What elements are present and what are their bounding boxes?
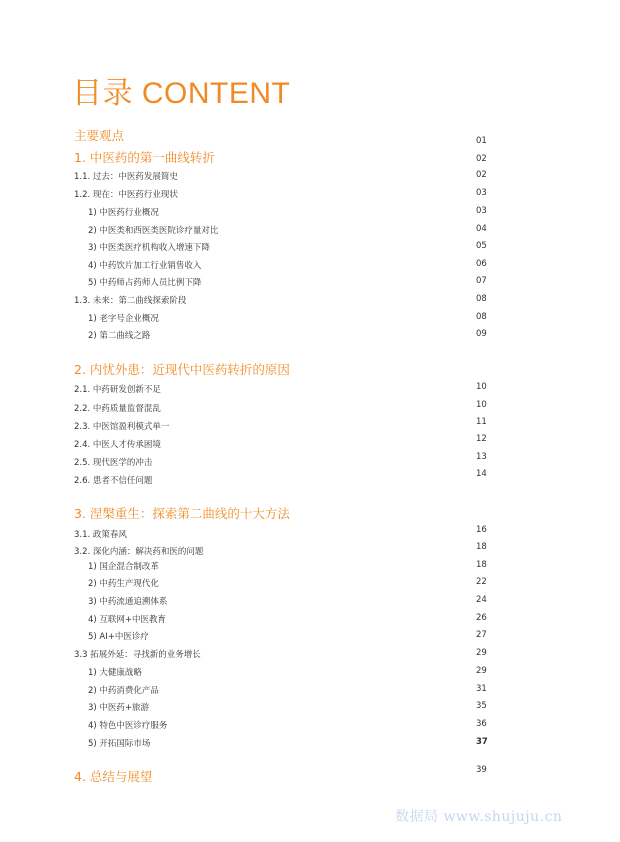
toc-entry-label: 1) 老字号企业概况 — [88, 314, 159, 324]
toc-section-4[interactable] — [0, 767, 620, 783]
toc-entry-page: 14 — [476, 469, 487, 479]
toc-entry-page: 06 — [476, 259, 487, 269]
toc-entry-label: 5) 中药师占药师人员比例下降 — [88, 278, 202, 288]
toc-entry-label: 1. 中医药的第一曲线转折 — [74, 150, 215, 165]
toc-entry[interactable] — [0, 469, 620, 490]
toc-entry[interactable] — [0, 452, 620, 472]
toc-entry[interactable] — [0, 701, 620, 717]
toc-entry-label: 2.6. 患者不信任问题 — [74, 476, 153, 486]
toc-entry[interactable] — [0, 276, 620, 292]
toc-entry-page: 24 — [476, 595, 487, 605]
toc-entry-page: 13 — [476, 452, 487, 462]
toc-entry-label: 1.3. 未来：第二曲线探索阶段 — [74, 296, 187, 306]
toc-entry-page: 35 — [476, 701, 487, 711]
toc-entry-label: 2.2. 中药质量监督混乱 — [74, 404, 161, 414]
toc-entry-page: 01 — [476, 136, 487, 146]
toc-entry-label: 2) 中医类和西医类医院诊疗量对比 — [88, 226, 219, 236]
toc-entry-label: 2.5. 现代医学的冲击 — [74, 458, 153, 468]
toc-entry[interactable] — [0, 577, 620, 593]
toc-entry[interactable] — [0, 206, 620, 222]
toc-entry-label: 3.3 拓展外延：寻找新的业务增长 — [74, 650, 201, 660]
toc-entry-page: 37 — [476, 737, 488, 747]
toc-entry-label: 4. 总结与展望 — [74, 769, 153, 784]
toc-entry-label: 3.2. 深化内涵：解决药和医的问题 — [74, 547, 204, 557]
toc-entry-page: 29 — [476, 648, 487, 658]
toc-entry[interactable] — [0, 329, 620, 345]
toc-entry-label: 2.3. 中医馆盈利模式单一 — [74, 422, 170, 432]
toc-entry-label: 2.1. 中药研发创新不足 — [74, 385, 161, 395]
toc-entry-page: 36 — [476, 719, 487, 729]
toc-entry-page: 03 — [476, 188, 487, 198]
toc-section-1[interactable] — [0, 148, 620, 164]
toc-entry-label: 主要观点 — [74, 128, 125, 143]
toc-entry-page: 12 — [476, 434, 487, 444]
toc-entry[interactable] — [0, 719, 620, 735]
toc-entry[interactable] — [0, 417, 620, 436]
toc-entry-page: 08 — [476, 294, 487, 304]
toc-entry-label: 1.1. 过去：中医药发展简史 — [74, 172, 178, 182]
toc-entry-label: 2.4. 中医人才传承困境 — [74, 440, 161, 450]
toc-entry[interactable] — [0, 525, 620, 544]
toc-entry-key-points[interactable] — [0, 126, 620, 146]
toc-entry[interactable] — [0, 737, 620, 753]
toc-entry[interactable] — [0, 294, 620, 310]
toc-entry-page: 31 — [476, 684, 487, 694]
toc-entry[interactable] — [0, 383, 620, 399]
toc-entry-label: 4) 中药饮片加工行业销售收入 — [88, 261, 202, 271]
toc-entry-page: 16 — [476, 525, 487, 535]
toc-entry[interactable] — [0, 684, 620, 700]
toc-entry[interactable] — [0, 434, 620, 454]
toc-entry-page: 26 — [476, 613, 487, 623]
toc-entry-label: 3) 中药流通追溯体系 — [88, 597, 168, 607]
toc-entry-label: 4) 特色中医诊疗服务 — [88, 721, 168, 731]
toc-entry-label: 5) 开拓国际市场 — [88, 739, 151, 749]
toc-entry[interactable] — [0, 259, 620, 275]
toc-entry[interactable] — [0, 560, 620, 576]
toc-entry-label: 3) 中医药+旅游 — [88, 703, 150, 713]
toc-entry-page: 11 — [476, 417, 487, 427]
toc-entry-page: 02 — [476, 154, 487, 164]
toc-entry-page: 22 — [476, 577, 487, 587]
toc-entry-label: 1.2. 现在：中医药行业现状 — [74, 190, 178, 200]
toc-entry[interactable] — [0, 312, 620, 328]
toc-entry[interactable] — [0, 188, 620, 204]
toc-entry[interactable] — [0, 241, 620, 257]
toc-entry-label: 1) 中医药行业概况 — [88, 208, 159, 218]
watermark: 数据局 www.shujuju.cn — [395, 809, 563, 825]
toc-entry-page: 18 — [476, 542, 487, 552]
toc-entry-page: 09 — [476, 329, 487, 339]
toc-entry-page: 07 — [476, 276, 487, 286]
toc-entry[interactable] — [0, 595, 620, 611]
toc-entry-page: 10 — [476, 400, 487, 410]
toc-entry-label: 2. 内忧外患：近现代中医药转折的原因 — [74, 362, 290, 377]
toc-entry-label: 3. 涅槃重生：探索第二曲线的十大方法 — [74, 506, 290, 521]
toc-entry[interactable] — [0, 224, 620, 240]
toc-entry-label: 4) 互联网+中医教育 — [88, 615, 167, 625]
toc-entry-page: 03 — [476, 206, 487, 216]
toc-entry-page: 08 — [476, 312, 487, 322]
toc-entry-label: 5) AI+中医诊疗 — [88, 632, 149, 642]
toc-entry-page: 10 — [476, 382, 487, 392]
toc-entry-label: 1) 国企混合制改革 — [88, 562, 159, 572]
toc-entry[interactable] — [0, 666, 620, 682]
toc-entry-label: 2) 第二曲线之路 — [88, 331, 151, 341]
toc-entry-label: 1) 大健康战略 — [88, 668, 142, 678]
toc-entry[interactable] — [0, 648, 620, 664]
toc-entry-label: 3) 中医类医疗机构收入增速下降 — [88, 243, 210, 253]
toc-entry-label: 2) 中药消费化产品 — [88, 686, 159, 696]
toc-entry-page: 18 — [476, 560, 487, 570]
toc-entry-page: 02 — [476, 170, 487, 180]
toc-entry-page: 04 — [476, 224, 487, 234]
toc-entry-label: 3.1. 政策春风 — [74, 530, 127, 540]
toc-entry[interactable] — [0, 613, 620, 629]
toc-section-2[interactable] — [0, 360, 620, 376]
toc-entry-page: 39 — [476, 765, 487, 775]
toc-entry-page: 29 — [476, 666, 487, 676]
toc-entry[interactable] — [0, 630, 620, 646]
toc-section-3[interactable] — [0, 504, 620, 520]
toc-entry[interactable] — [0, 542, 620, 561]
toc-entry-page: 27 — [476, 630, 487, 640]
toc-entry-page: 05 — [476, 241, 487, 251]
toc-entry-label: 2) 中药生产现代化 — [88, 579, 159, 589]
toc-entry[interactable] — [0, 402, 620, 418]
page-title: 目录 CONTENT — [72, 77, 291, 110]
toc-entry[interactable] — [0, 170, 620, 186]
